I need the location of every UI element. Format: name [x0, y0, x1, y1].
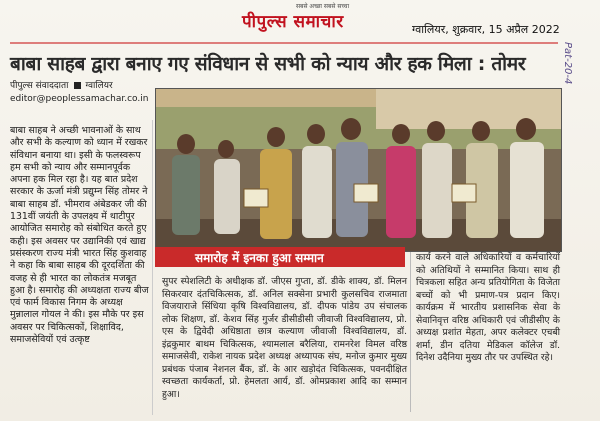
issue-city: ग्वालियर, — [412, 23, 449, 36]
article-right-column — [416, 252, 560, 365]
byline-city: ग्वालियर — [85, 81, 113, 91]
masthead — [230, 0, 415, 40]
event-photo — [155, 88, 562, 252]
caption-body-text: सुपर स्पेशलिटी के अधीक्षक डॉ. जीएस गुप्ता, डॉ. डीके शाक्य, डॉ. मिलन सिकरवार दंतचिकित्सक, डॉ. अनिल सक्सेना प्रभारी कुलसचिव राजमाता विजयाराजे सिंधिया कृषि विश्वविद्यालय, डॉ. दीपक पांडेय उप संचालक लोक शिक्षण, डॉ. केशव सिंह गुर्जर डीसीडीसी जीवाजी विश्वविद्यालय, प्रो. एस के द्विवेदी अधिष्ठाता छात्र कल्याण जीवाजी विश्वविद्यालय, डॉ. इंद्रकुमार बाथम चिकित्सक, श्यामलाल बरैलिया, रामनरेश विमल वरिष्ठ समाजसेवी, राकेश नायक प्रदेश अध्यक्ष अध्यापक संघ, मनोज कुमार मुख्य प्रबंधक पंजाब नेशनल बैंक, डॉ. के आर खड़ोदंत चिकित्सक, पवनदीक्षित स्वच्छता कार्यकर्ता, प्रो. हेमलता आर्य, डॉ. ओमप्रकाश आदि का सम्मान हुआ। — [162, 276, 407, 400]
issue-date: शुक्रवार, 15 अप्रैल 2022 — [452, 23, 560, 36]
column-divider-right — [410, 252, 411, 412]
caption-body — [162, 276, 407, 401]
left-column-text: बाबा साहब ने अच्छी भावनाओं के साथ और सभी के कल्याण को ध्यान में रखकर संविधान बनाया था। इसी के फलस्वरूप हम सभी को न्याय और सम्मानपूर्वक अपना हक मिल रहा है। यह बात प्रदेश सरकार के ऊर्जा मंत्री प्रद्युम्न सिंह तोमर ने बाबा साहब डॉ. भीमराव अंबेडकर जी की 131वीं जयंती के उपलक्ष्य में थाटीपुर आयोजित समारोह को संबोधित करते हुए कही। इस अवसर पर उद्यानिकी एवं खाद्य प्रसंस्करण राज्य मंत्री भारत सिंह कुशवाह ने कहा कि बाबा साहब की दूरदर्शिता की वजह से ही भारत का लोकतंत्र मजबूत हुआ है। समारोह की अध्यक्षता राज्य बीज एवं फार्म विकास निगम के अध्यक्ष मुन्नालाल गोयल ने की। इस मौके पर इस अवसर पर चिकित्सकों, शिक्षाविद, समाजसेवियों एवं उत्कृष्ट — [10, 125, 149, 346]
article-email: editor@peoplessamachar.co.in — [10, 94, 149, 104]
article-byline — [10, 78, 113, 91]
right-column-text: कार्य करने वाले अधिकारियों व कर्मचारियों को अतिथियों ने सम्मानित किया। साथ ही चित्रकला सहित अन्य प्रतियोगिता के विजेता बच्चों को भी प्रमाण-पत्र प्रदान किए। कार्यक्रम में भारतीय प्रशासनिक सेवा के सेवानिवृत्त वरिष्ठ अधिकारी एवं जीडीसीए के अध्यक्ष प्रशांत मेहता, अपर कलेक्टर एचबी शर्मा, डीन दतिया मेडिकल कॉलेज डॉ. दिनेश उदैनिया मुख्य तौर पर उपस्थित रहे। — [416, 252, 560, 363]
issue-meta — [412, 22, 560, 37]
caption-title-bar — [155, 247, 405, 267]
event-photo-illustration — [156, 89, 561, 251]
article-headline: बाबा साहब द्वारा बनाए गए संविधान से सभी को न्याय और हक मिला : तोमर — [10, 53, 526, 75]
masthead-tagline: सबसे अच्छा सबसे सच्चा — [295, 3, 350, 10]
newspaper-brand: पीपुल्स समाचार — [242, 12, 344, 32]
byline-square-icon — [74, 82, 81, 89]
article-left-column — [10, 125, 150, 346]
byline-reporter: पीपुल्स संवाददाता — [10, 81, 69, 91]
caption-title: समारोह में इनका हुआ सम्मान — [195, 251, 324, 265]
column-divider — [152, 120, 153, 415]
